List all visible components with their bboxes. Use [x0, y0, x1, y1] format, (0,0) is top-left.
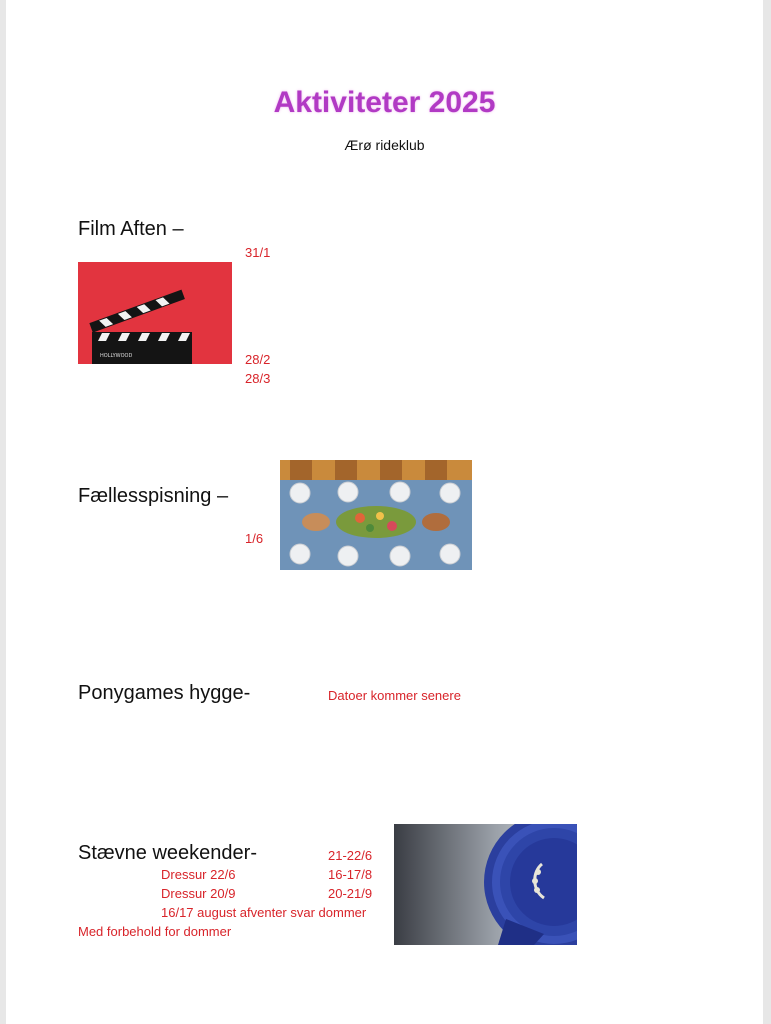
staevne-line-1: Dressur 22/6 [161, 867, 236, 882]
clapperboard-image [78, 262, 232, 364]
spisning-date-1: 1/6 [245, 531, 264, 546]
page-title: Aktiviteter 2025 [273, 86, 496, 119]
staevne-heading: Stævne weekender- [78, 842, 257, 864]
staevne-date-3: 20-21/9 [328, 886, 373, 901]
film-heading: Film Aften – [78, 218, 184, 240]
spisning-heading: Fællesspisning – [78, 485, 229, 507]
ponygames-heading: Ponygames hygge- [78, 682, 251, 704]
staevne-date-1: 21-22/6 [328, 848, 373, 863]
film-date-1: 31/1 [245, 245, 271, 260]
staevne-line-2: Dressur 20/9 [161, 886, 236, 901]
rosette-image [394, 824, 577, 945]
film-date-2: 28/2 [245, 352, 271, 367]
film-date-3: 28/3 [245, 371, 271, 386]
document-page [6, 0, 763, 1024]
staevne-footnote: Med forbehold for dommer [78, 924, 232, 939]
clapper-label: HOLLYWOOD [100, 353, 133, 359]
ponygames-note: Datoer kommer senere [328, 688, 461, 703]
dinner-table-image [280, 460, 472, 570]
page-subtitle: Ærø rideklub [344, 137, 425, 153]
staevne-date-2: 16-17/8 [328, 867, 373, 882]
staevne-line-3: 16/17 august afventer svar dommer [161, 905, 367, 920]
